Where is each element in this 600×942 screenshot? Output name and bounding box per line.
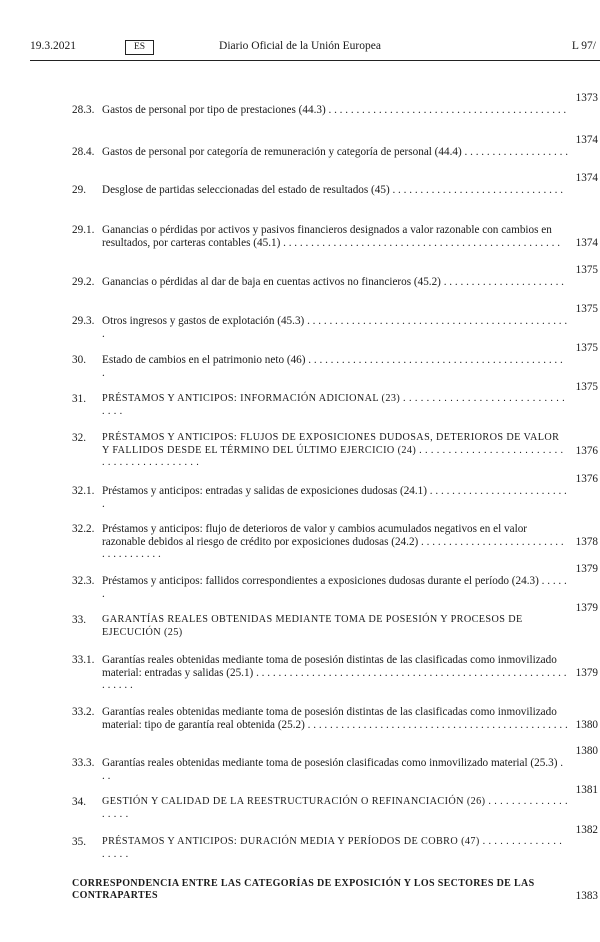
toc-entry-page: 1382 [575,823,598,836]
toc-entry[interactable] [72,224,598,249]
toc-entry-title: Garantías reales obtenidas mediante toma de posesión distintas de las clasificadas como inmovilizado material: entradas y salidas (25.1) . . . . . . . . . . . . . . . . . . . . . . . . . . . . . . . . . . . . . . . . . . . . . . . . . . . . . . . . . . . . . . [102,654,567,691]
toc-entry-title: Garantías reales obtenidas mediante toma de posesión clasificadas como inmovilizado material (25.3) . . . [102,757,564,782]
toc-entry-title: Garantías reales obtenidas mediante toma de posesión distintas de las clasificadas como inmovilizado material: tipo de garantía real obtenida (25.2) . . . . . . . . . . . . . . . . . . . . . . . . . . . . . . . . . . . . . . . . . . . . . . . [102,706,568,731]
toc-entry[interactable] [72,654,598,691]
toc-entry-number: 31. [72,393,86,405]
journal-page-ref: L 97/ [571,40,596,52]
toc-entry-number: 33.1. [72,654,95,666]
toc-entry-title: Otros ingresos y gastos de explotación (45.3) . . . . . . . . . . . . . . . . . . . . . . . . . . . . . . . . . . . . . . . . . . . . . . . . [102,315,568,340]
toc-entry-number: 35. [72,836,86,848]
journal-title: Diario Oficial de la Unión Europea [219,40,381,52]
toc-entry-title: GESTIÓN Y CALIDAD DE LA REESTRUCTURACIÓN O REFINANCIACIÓN (26) . . . . . . . . . . . . . . . . . . . [102,796,568,820]
toc-entry-title: PRÉSTAMOS Y ANTICIPOS: FLUJOS DE EXPOSICIONES DUDOSAS, DETERIOROS DE VALOR Y FALLIDOS DESDE EL TÉRMINO DEL ÚLTIMO EJERCICIO (24) . . . . . . . . . . . . . . . . . . . . . . . . . . . . . . . . . . . . . . . . . . [102,432,564,468]
toc-final-entry[interactable] [72,878,598,902]
toc-entry-title: Estado de cambios en el patrimonio neto (46) . . . . . . . . . . . . . . . . . . . . . . . . . . . . . . . . . . . . . . . . . . . . . . . [102,354,563,379]
toc-entry-number: 29.1. [72,224,95,236]
toc-entry-number: 29.3. [72,315,95,327]
toc-entry-page: 1373 [575,91,598,104]
toc-entry-page: 1381 [575,783,598,796]
toc-entry-page: 1380 [575,718,598,731]
toc-entry-page: 1379 [575,562,598,575]
toc-entry-title: Gastos de personal por tipo de prestaciones (44.3) . . . . . . . . . . . . . . . . . . . . . . . . . . . . . . . . . . . . . . . . . . . [102,104,567,116]
toc-entry-page: 1378 [575,535,598,548]
toc-entry-title: Ganancias o pérdidas al dar de baja en cuentas activos no financieros (45.2) . . . . . . . . . . . . . . . . . . . . . . [102,276,564,288]
toc-entry-number: 30. [72,354,86,366]
toc-entry-number: 32.2. [72,523,95,535]
toc-entry-page: 1375 [575,380,598,393]
toc-entry[interactable] [72,706,598,731]
toc-final-page: 1383 [575,890,598,902]
toc-entry-page: 1375 [575,263,598,276]
toc-entry-number: 28.3. [72,104,95,116]
toc-entry[interactable] [72,432,598,468]
toc-entry-number: 33. [72,614,86,626]
toc-entry-number: 33.2. [72,706,95,718]
toc-entry-number: 34. [72,796,86,808]
toc-entry-number: 29.2. [72,276,95,288]
toc-entry-page: 1374 [575,236,598,249]
toc-entry-title: Gastos de personal por categoría de remuneración y categoría de personal (44.4) . . . . . . . . . . . . . . . . . . . [102,146,568,158]
toc-entry-title: PRÉSTAMOS Y ANTICIPOS: DURACIÓN MEDIA Y PERÍODOS DE COBRO (47) . . . . . . . . . . . . . . . . . . . [102,836,563,860]
toc-entry-title: Préstamos y anticipos: entradas y salidas de exposiciones dudosas (24.1) . . . . . . . . . . . . . . . . . . . . . . . . . . [102,485,567,510]
toc-entry-page: 1375 [575,302,598,315]
toc-entry-title: GARANTÍAS REALES OBTENIDAS MEDIANTE TOMA DE POSESIÓN Y PROCESOS DE EJECUCIÓN (25) [102,614,523,638]
toc-entry-page: 1374 [575,171,598,184]
toc-entry-page: 1379 [575,601,598,614]
toc-entry-title: Ganancias o pérdidas por activos y pasivos financieros designados a valor razonable con cambios en resultados, por carteras contables (45.1) . . . . . . . . . . . . . . . . . . . . . . . . . . . . . . . . . . . . . . . . . . . . . . . . . . [102,224,560,249]
toc-entry-page: 1374 [575,133,598,146]
publication-date: 19.3.2021 [30,40,76,52]
toc-entry-number: 29. [72,184,86,196]
toc-entry-title: Desglose de partidas seleccionadas del estado de resultados (45) . . . . . . . . . . . . . . . . . . . . . . . . . . . . . . . [102,184,564,196]
toc-entry-title: Préstamos y anticipos: fallidos correspondientes a exposiciones dudosas durante el período (24.3) . . . . . . [102,575,567,600]
toc-entry[interactable] [72,523,598,560]
toc-entry-title: Préstamos y anticipos: flujo de deterioros de valor y cambios acumulados negativos en el valor razonable debidos al riesgo de crédito por exposiciones dudosas (24.2) . . . . . . . . . . . . . . . . . . . . . . . . . . . . . . . . . . . . . [102,523,564,560]
toc-entry-number: 32.3. [72,575,95,587]
language-badge: ES [125,40,154,55]
toc-entry-number: 33.3. [72,757,95,769]
toc-entry-page: 1376 [575,444,598,457]
toc-entry-page: 1375 [575,341,598,354]
toc-entry-title: PRÉSTAMOS Y ANTICIPOS: INFORMACIÓN ADICIONAL (23) . . . . . . . . . . . . . . . . . . . . . . . . . . . . . . . . [102,393,566,417]
toc-entry-number: 32.1. [72,485,95,497]
toc-entry-page: 1379 [575,666,598,679]
toc-entry-number: 28.4. [72,146,95,158]
toc-entry-number: 32. [72,432,86,444]
toc-final-title: CORRESPONDENCIA ENTRE LAS CATEGORÍAS DE EXPOSICIÓN Y LOS SECTORES DE LAS CONTRAPARTES [72,878,535,901]
toc-entry-page: 1376 [575,472,598,485]
toc-entry-page: 1380 [575,744,598,757]
